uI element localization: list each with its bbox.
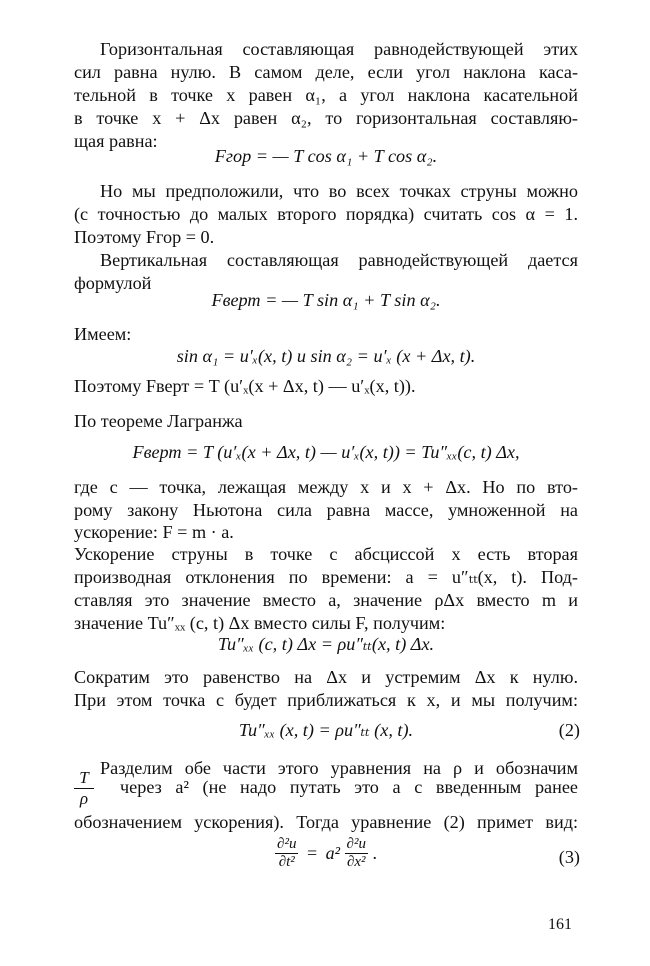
text-line: обозначением ускорения). Тогда уравнение (2) примет вид: [74, 812, 578, 832]
fraction-t-over-rho [74, 768, 94, 809]
fraction-numerator: ∂²u [346, 836, 366, 852]
equation-3 [74, 836, 578, 871]
equation-number: (2) [558, 720, 580, 740]
equals-sign: = [306, 843, 318, 863]
text-line: ставляя это значение вместо a, значение ρΔx вместо m и [74, 590, 578, 610]
fraction-lhs [275, 836, 298, 871]
text-line: в точке x + Δx равен α₂, то горизонтальная составляю- [74, 108, 578, 128]
text-line: Вертикальная составляющая равнодействующей дается [100, 250, 578, 270]
text-line: через a² (не надо путать это a с введенным ранее [120, 777, 578, 797]
text-line: Но мы предположили, что во всех точках струны можно [100, 181, 578, 201]
text-line: Горизонтальная составляющая равнодействующей этих [100, 39, 578, 59]
equation-f-hor: Fгор = — T cos α₁ + T cos α₂. [214, 146, 438, 166]
fraction-numerator: ∂²u [277, 836, 297, 852]
period: . [372, 843, 377, 863]
equation-lagrange: Fверт = T (u′ₓ(x + Δx, t) — u′ₓ(x, t)) = Tu″ₓₓ(c, t) Δx, [132, 442, 520, 462]
equation-number: (3) [558, 847, 580, 867]
equation-sin: sin α₁ = u′ₓ(x, t) и sin α₂ = u′ₓ (x + Δx, t). [176, 346, 476, 366]
text-line: Сократим это равенство на Δx и устремим Δx к нулю. [74, 667, 578, 687]
text-line: сил равна нулю. В самом деле, если угол наклона каса- [74, 62, 578, 82]
page-number: 161 [548, 916, 572, 933]
fraction-numerator: T [74, 768, 94, 789]
text-line: формулой [74, 273, 152, 293]
text-line: Поэтому Fгор = 0. [74, 227, 215, 247]
equation-2: Tu″ₓₓ (x, t) = ρu″ₜₜ (x, t). [238, 720, 414, 740]
text-line: Разделим обе части этого уравнения на ρ и обозначим [100, 758, 578, 778]
fraction-denominator: ∂t² [278, 854, 295, 870]
text-line: значение Tu″ₓₓ (c, t) Δx вместо силы F, получим: [74, 613, 446, 633]
text-line: Имеем: [74, 324, 132, 344]
text-line: щая равна: [74, 131, 158, 151]
text-line: При этом точка c будет приближаться к x, и мы получим: [74, 690, 578, 710]
text-line: рому закону Ньютона сила равна массе, умноженной на [74, 500, 578, 520]
coefficient: a² [325, 843, 341, 863]
fraction-rhs [345, 836, 368, 871]
text-line: Ускорение струны в точке с абсциссой x есть вторая [74, 544, 578, 564]
text-line: (с точностью до малых второго порядка) считать cos α = 1. [74, 204, 578, 224]
fraction-denominator: ∂x² [346, 854, 366, 870]
text-line: По теореме Лагранжа [74, 411, 243, 431]
text-line: Поэтому Fверт = T (u′ₓ(x + Δx, t) — u′ₓ(x, t)). [74, 376, 416, 396]
text-line: тельной в точке x равен α₁, а угол наклона касательной [74, 85, 578, 105]
text-line: ускорение: F = m · a. [74, 522, 234, 542]
equation-f-vert: Fверт = — T sin α₁ + T sin α₂. [211, 290, 441, 310]
text-line: где c — точка, лежащая между x и x + Δx. Но по вто- [74, 477, 578, 497]
text-line: производная отклонения по времени: a = u″ₜₜ(x, t). Под- [74, 567, 578, 587]
fraction-denominator: ρ [79, 789, 89, 808]
equation-newton: Tu″ₓₓ (c, t) Δx = ρu″ₜₜ(x, t) Δx. [217, 634, 435, 654]
